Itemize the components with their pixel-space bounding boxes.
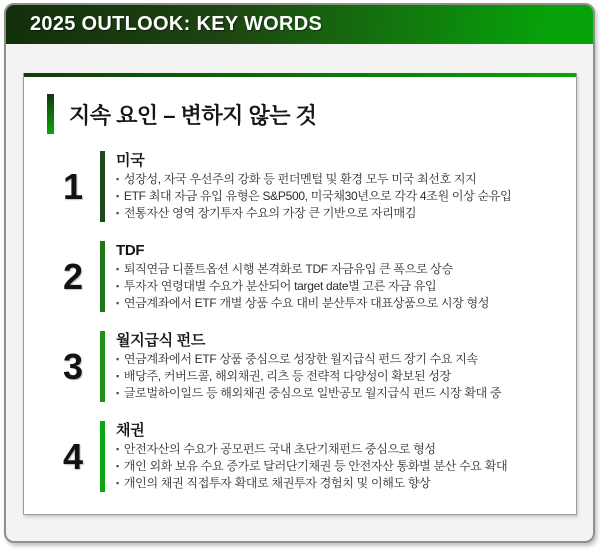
section-row-2 <box>54 241 562 312</box>
section-content <box>105 331 562 402</box>
section-heading: 미국 <box>116 152 145 169</box>
section-heading: TDF <box>116 242 145 259</box>
bullet-square-icon: ▪ <box>116 388 119 398</box>
bullet-text: ETF 최대 자금 유입 유형은 S&P500, 미국채30년으로 각각 4조원 이상 순유입 <box>123 189 512 203</box>
bullet-item <box>116 261 562 278</box>
card-top-accent <box>24 73 576 77</box>
section-content <box>105 421 562 492</box>
bullet-list <box>116 351 562 402</box>
header-bar <box>6 5 593 44</box>
bullet-item <box>116 441 562 458</box>
section-row-1 <box>54 151 562 222</box>
bullet-item <box>116 295 562 312</box>
bullet-text: 안전자산의 수요가 공모펀드 국내 초단기채펀드 중심으로 형성 <box>123 442 436 456</box>
bullet-square-icon: ▪ <box>116 461 119 471</box>
bullet-item <box>116 188 562 205</box>
bullet-text: 성장성, 자국 우선주의 강화 등 펀더멘털 및 환경 모두 미국 최선호 지지 <box>123 172 477 186</box>
section-heading: 월지급식 펀드 <box>116 332 206 349</box>
bullet-item <box>116 385 562 402</box>
slide-frame <box>4 3 595 543</box>
bullet-square-icon: ▪ <box>116 354 119 364</box>
bullet-text: 연금계좌에서 ETF 상품 중심으로 성장한 월지급식 펀드 장기 수요 지속 <box>123 352 478 366</box>
bullet-square-icon: ▪ <box>116 298 119 308</box>
section-row-3 <box>54 331 562 402</box>
bullet-square-icon: ▪ <box>116 264 119 274</box>
title-accent-bar <box>47 94 54 134</box>
header-title: 2025 OUTLOOK: KEY WORDS <box>30 13 323 35</box>
bullet-list <box>116 441 562 492</box>
sections-list <box>24 151 576 492</box>
bullet-text: 투자자 연령대별 수요가 분산되어 target date별 고른 자금 유입 <box>123 279 437 293</box>
bullet-item <box>116 205 562 222</box>
card-title-row <box>47 94 576 134</box>
bullet-square-icon: ▪ <box>116 371 119 381</box>
bullet-square-icon: ▪ <box>116 191 119 201</box>
bullet-list <box>116 171 562 222</box>
section-number: 3 <box>62 345 84 387</box>
bullet-text: 연금계좌에서 ETF 개별 상품 수요 대비 분산투자 대표상품으로 시장 형성 <box>123 296 490 310</box>
bullet-square-icon: ▪ <box>116 444 119 454</box>
bullet-text: 개인의 채권 직접투자 확대로 채권투자 경험치 및 이해도 향상 <box>123 476 431 490</box>
bullet-item <box>116 458 562 475</box>
bullet-text: 퇴직연금 디폴트옵션 시행 본격화로 TDF 자금유입 큰 폭으로 상승 <box>123 262 453 276</box>
section-row-4 <box>54 421 562 492</box>
content-card <box>23 73 577 515</box>
section-number: 4 <box>62 435 84 477</box>
bullet-text: 개인 외화 보유 수요 증가로 달러단기채권 등 안전자산 통화별 분산 수요 확대 <box>123 459 508 473</box>
bullet-item <box>116 475 562 492</box>
bullet-item <box>116 171 562 188</box>
bullet-square-icon: ▪ <box>116 478 119 488</box>
section-content <box>105 151 562 222</box>
section-heading: 채권 <box>116 422 145 439</box>
bullet-square-icon: ▪ <box>116 208 119 218</box>
section-number: 2 <box>62 255 84 297</box>
bullet-item <box>116 368 562 385</box>
bullet-text: 배당주, 커버드콜, 해외채권, 리츠 등 전략적 다양성이 확보된 성장 <box>123 369 451 383</box>
bullet-text: 글로벌하이일드 등 해외채권 중심으로 일반공모 월지급식 펀드 시장 확대 중 <box>123 386 502 400</box>
bullet-list <box>116 261 562 312</box>
card-title: 지속 요인 – 변하지 않는 것 <box>69 102 317 128</box>
bullet-item <box>116 351 562 368</box>
bullet-item <box>116 278 562 295</box>
bullet-square-icon: ▪ <box>116 174 119 184</box>
section-content <box>105 241 562 312</box>
section-number: 1 <box>62 165 84 207</box>
bullet-square-icon: ▪ <box>116 281 119 291</box>
bullet-text: 전통자산 영역 장기투자 수요의 가장 큰 기반으로 자리매김 <box>123 206 417 220</box>
